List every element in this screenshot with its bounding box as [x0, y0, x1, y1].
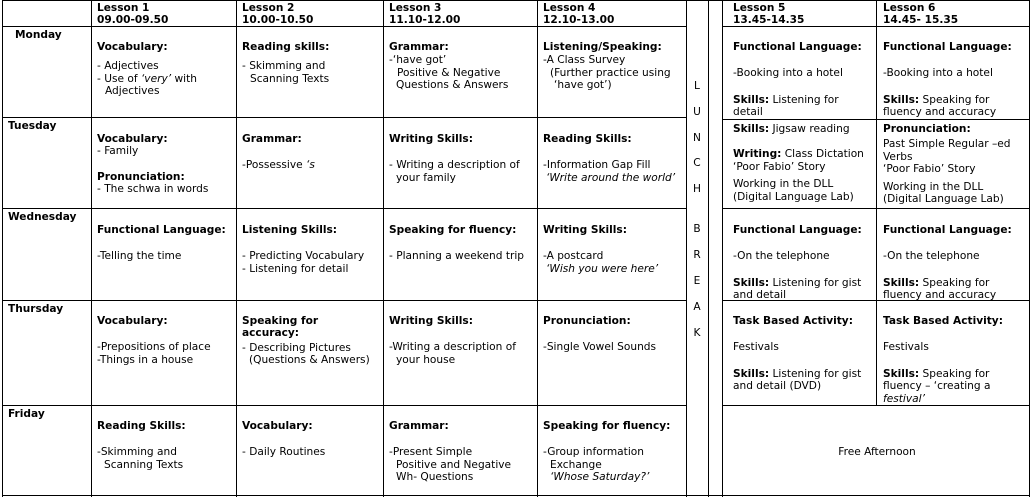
tue-lesson-6: Pronunciation: Past Simple Regular –ed Verbs ‘Poor Fabio’ Story Working in the DLL (Digital Language Lab) — [883, 123, 1011, 206]
lunch-letter: E — [693, 275, 701, 287]
day-monday: Monday — [15, 29, 62, 41]
header-lesson-2: Lesson 2 10.00-10.50 — [242, 2, 314, 27]
thu-lesson-4: Pronunciation: -Single Vowel Sounds — [543, 315, 657, 354]
day-friday: Friday — [8, 408, 45, 420]
wed-lesson-6: Functional Language: -On the telephone Skills: Speaking for fluency and accuracy — [883, 224, 1012, 302]
mon-lesson-3: Grammar: -‘have got’ Positive & Negative Questions & Answers — [389, 41, 509, 92]
wed-lesson-3: Speaking for fluency: - Planning a weekend trip — [389, 224, 525, 263]
tue-lesson-5: Skills: Jigsaw reading Writing: Class Dictation ‘Poor Fabio’ Story Working in the DLL (Digital Language Lab) — [733, 123, 864, 203]
header-lesson-4: Lesson 4 12.10-13.00 — [543, 2, 615, 27]
thu-lesson-1: Vocabulary: -Prepositions of place -Things in a house — [97, 315, 211, 366]
lunch-letter: C — [693, 157, 701, 169]
tue-lesson-3: Writing Skills: - Writing a description of your family — [389, 133, 520, 184]
thu-lesson-6: Task Based Activity: Festivals Skills: Speaking for fluency – ‘creating a festival’ — [883, 315, 1003, 405]
lunch-letter: A — [693, 301, 701, 313]
lunch-letter: H — [693, 183, 701, 195]
lunch-letter: K — [693, 327, 701, 339]
lunch-letter: U — [693, 106, 701, 118]
day-thursday: Thursday — [8, 303, 64, 315]
mon-lesson-4: Listening/Speaking: -A Class Survey (Further practice using ‘have got’) — [543, 41, 671, 92]
tue-lesson-2: Grammar: -Possessive ‘s — [242, 133, 315, 172]
fri-lesson-4: Speaking for fluency: -Group information Exchange ‘Whose Saturday?’ — [543, 420, 671, 484]
fri-lesson-3: Grammar: -Present Simple Positive and Negative Wh- Questions — [389, 420, 512, 484]
day-tuesday: Tuesday — [8, 120, 57, 132]
mon-lesson-5: Functional Language: -Booking into a hotel Skills: Listening for detail — [733, 41, 862, 119]
header-lesson-6: Lesson 6 14.45- 15.35 — [883, 2, 959, 27]
mon-lesson-2: Reading skills: - Skimming and Scanning Texts — [242, 41, 330, 85]
fri-lesson-1: Reading Skills: -Skimming and Scanning Texts — [97, 420, 186, 471]
wed-lesson-2: Listening Skills: - Predicting Vocabulary - Listening for detail — [242, 224, 365, 275]
thu-lesson-5: Task Based Activity: Festivals Skills: Listening for gist and detail (DVD) — [733, 315, 862, 393]
fri-lesson-2: Vocabulary: - Daily Routines — [242, 420, 326, 459]
lunch-letter: B — [693, 223, 701, 235]
wed-lesson-5: Functional Language: -On the telephone Skills: Listening for gist and detail — [733, 224, 862, 302]
header-lesson-3: Lesson 3 11.10-12.00 — [389, 2, 461, 27]
lunch-letter: L — [694, 80, 700, 92]
thu-lesson-3: Writing Skills: -Writing a description of your house — [389, 315, 516, 366]
tue-lesson-4: Reading Skills: -Information Gap Fill ‘Write around the world’ — [543, 133, 676, 184]
wed-lesson-1: Functional Language: -Telling the time — [97, 224, 226, 263]
day-wednesday: Wednesday — [8, 211, 77, 223]
thu-lesson-2: Speaking for accuracy: - Describing Pictures (Questions & Answers) — [242, 315, 370, 367]
free-afternoon: Free Afternoon — [838, 446, 916, 458]
mon-lesson-6: Functional Language: -Booking into a hotel Skills: Speaking for fluency and accuracy — [883, 41, 1012, 119]
mon-lesson-1: Vocabulary: - Adjectives - Use of ‘very’ with Adjectives — [97, 41, 197, 98]
lunch-letter: R — [693, 249, 701, 261]
wed-lesson-4: Writing Skills: -A postcard ‘Wish you were here’ — [543, 224, 659, 275]
tue-lesson-1: Vocabulary: - Family Pronunciation: - The schwa in words — [97, 133, 209, 196]
header-lesson-1: Lesson 1 09.00-09.50 — [97, 2, 169, 27]
header-lesson-5: Lesson 5 13.45-14.35 — [733, 2, 805, 27]
lunch-letter: N — [693, 132, 701, 144]
